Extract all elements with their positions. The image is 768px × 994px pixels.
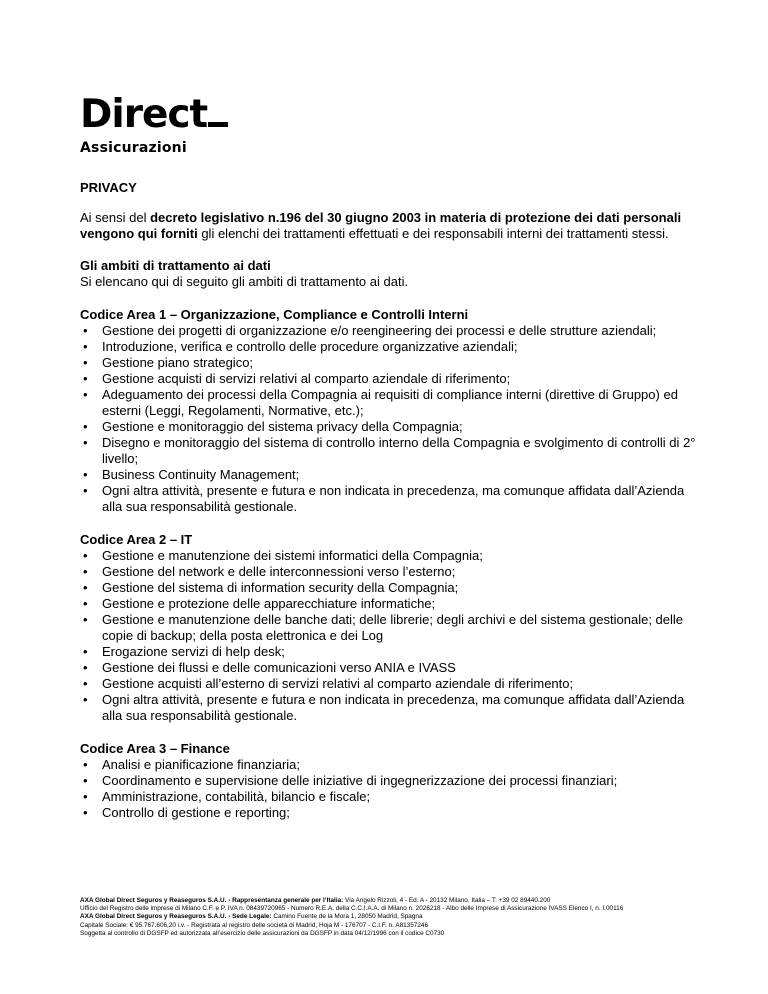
list-item: • Gestione e manutenzione dei sistemi informatici della Compagnia; [80,548,700,564]
area-3-list [80,757,700,821]
logo-subtitle: Assicurazioni [80,140,187,156]
list-item: • Ogni altra attività, presente e futura e non indicata in precedenza, ma comunque affidata dall’Azienda alla sua responsabilità gestionale. [80,692,700,724]
list-item: • Analisi e pianificazione finanziaria; [80,757,700,773]
area-1-list [80,323,700,515]
list-item: • Gestione e monitoraggio del sistema privacy della Compagnia; [80,419,700,435]
document-body [80,180,700,838]
list-item: • Business Continuity Management; [80,467,700,483]
list-item: • Gestione dei progetti di organizzazione e/o reengineering dei processi e delle strutture aziendali; [80,323,700,339]
list-item: • Adeguamento dei processi della Compagnia ai requisiti di compliance interni (direttive di Gruppo) ed esterni (Leggi, Regolamenti, Normative, etc.); [80,387,700,419]
intro-paragraph: Ai sensi del decreto legislativo n.196 del 30 giugno 2003 in materia di protezione dei dati personali vengono qui forniti gli elenchi dei trattamenti effettuati e dei responsabili interni dei trattamenti stessi. [80,210,682,241]
scope-heading: Gli ambiti di trattamento ai dati [80,258,271,273]
list-item: • Erogazione servizi di help desk; [80,644,700,660]
list-item: • Gestione del sistema di information security della Compagnia; [80,580,700,596]
list-item: • Introduzione, verifica e controllo delle procedure organizzative aziendali; [80,339,700,355]
logo-underscore [208,122,228,127]
area-3-section [80,741,700,821]
list-item: • Gestione acquisti di servizi relativi al comparto aziendale di riferimento; [80,371,700,387]
company-logo [80,92,240,165]
list-item: • Amministrazione, contabilità, bilancio e fiscale; [80,789,700,805]
area-1-section [80,307,700,515]
footer-line: Soggetta al controllo di DGSFP ed autorizzata all’esercizio delle assicurazioni da DGSFP in data 04/12/1996 con il codice C0730 [80,929,445,937]
list-item: • Gestione dei flussi e delle comunicazioni verso ANIA e IVASS [80,660,700,676]
list-item: • Gestione acquisti all’esterno di servizi relativi al comparto aziendale di riferimento; [80,676,700,692]
list-item: • Gestione del network e delle interconnessioni verso l’esterno; [80,564,700,580]
list-item: • Ogni altra attività, presente e futura e non indicata in precedenza, ma comunque affidata dall’Azienda alla sua responsabilità gestionale. [80,483,700,515]
footer-line: Capitale Sociale: € 95.767.606,20 i.v. - Registrata al registro delle società di Madrid, Hoja M - 176707 - C.I.F. n. A81357246 [80,921,429,929]
footer-line: AXA Global Direct Seguros y Reaseguros S.A.U. - Sede Legale: Camino Fuente de la Mora 1, 28050 Madrid, Spagna [80,913,423,921]
page-footer [80,897,720,938]
scope-section [80,258,700,290]
document-title: PRIVACY [80,180,137,195]
footer-line: AXA Global Direct Seguros y Reaseguros S.A.U. - Rappresentanza generale per l’Italia: Via Angelo Rizzoli, 4 - Ed. A - 20132 Milano, Italia – T: +39 02 89440.200 [80,897,551,904]
area-2-heading: Codice Area 2 – IT [80,532,193,547]
area-3-heading: Codice Area 3 – Finance [80,741,230,756]
list-item: • Coordinamento e supervisione delle iniziative di ingegnerizzazione dei processi finanziari; [80,773,700,789]
list-item: • Controllo di gestione e reporting; [80,805,700,821]
list-item: • Gestione e manutenzione delle banche dati; delle librerie; degli archivi e del sistema gestionale; delle copie di backup; della posta elettronica e dei Log [80,612,700,644]
area-1-heading: Codice Area 1 – Organizzazione, Compliance e Controlli Interni [80,307,469,322]
intro-bold: decreto legislativo n.196 del 30 giugno 2003 in materia di protezione dei dati personali vengono qui forniti [80,210,682,241]
list-item: • Gestione piano strategico; [80,355,700,371]
logo-wordmark: Direct [80,95,240,135]
area-2-list [80,548,700,724]
footer-line: Ufficio del Registro delle imprese di Milano C.F. e P. IVA n. 08439720965 - Numero R.E.A. della C.C.I.A.A. di Milano n. 2026218 - Albo delle Imprese di Assicurazione IVASS Elenco I, n. I.00116 [80,905,624,913]
list-item: • Disegno e monitoraggio del sistema di controllo interno della Compagnia e svolgimento di controlli di 2° livello; [80,435,700,467]
area-2-section [80,532,700,724]
list-item: • Gestione e protezione delle apparecchiature informatiche; [80,596,700,612]
scope-text: Si elencano qui di seguito gli ambiti di trattamento ai dati. [80,274,409,289]
